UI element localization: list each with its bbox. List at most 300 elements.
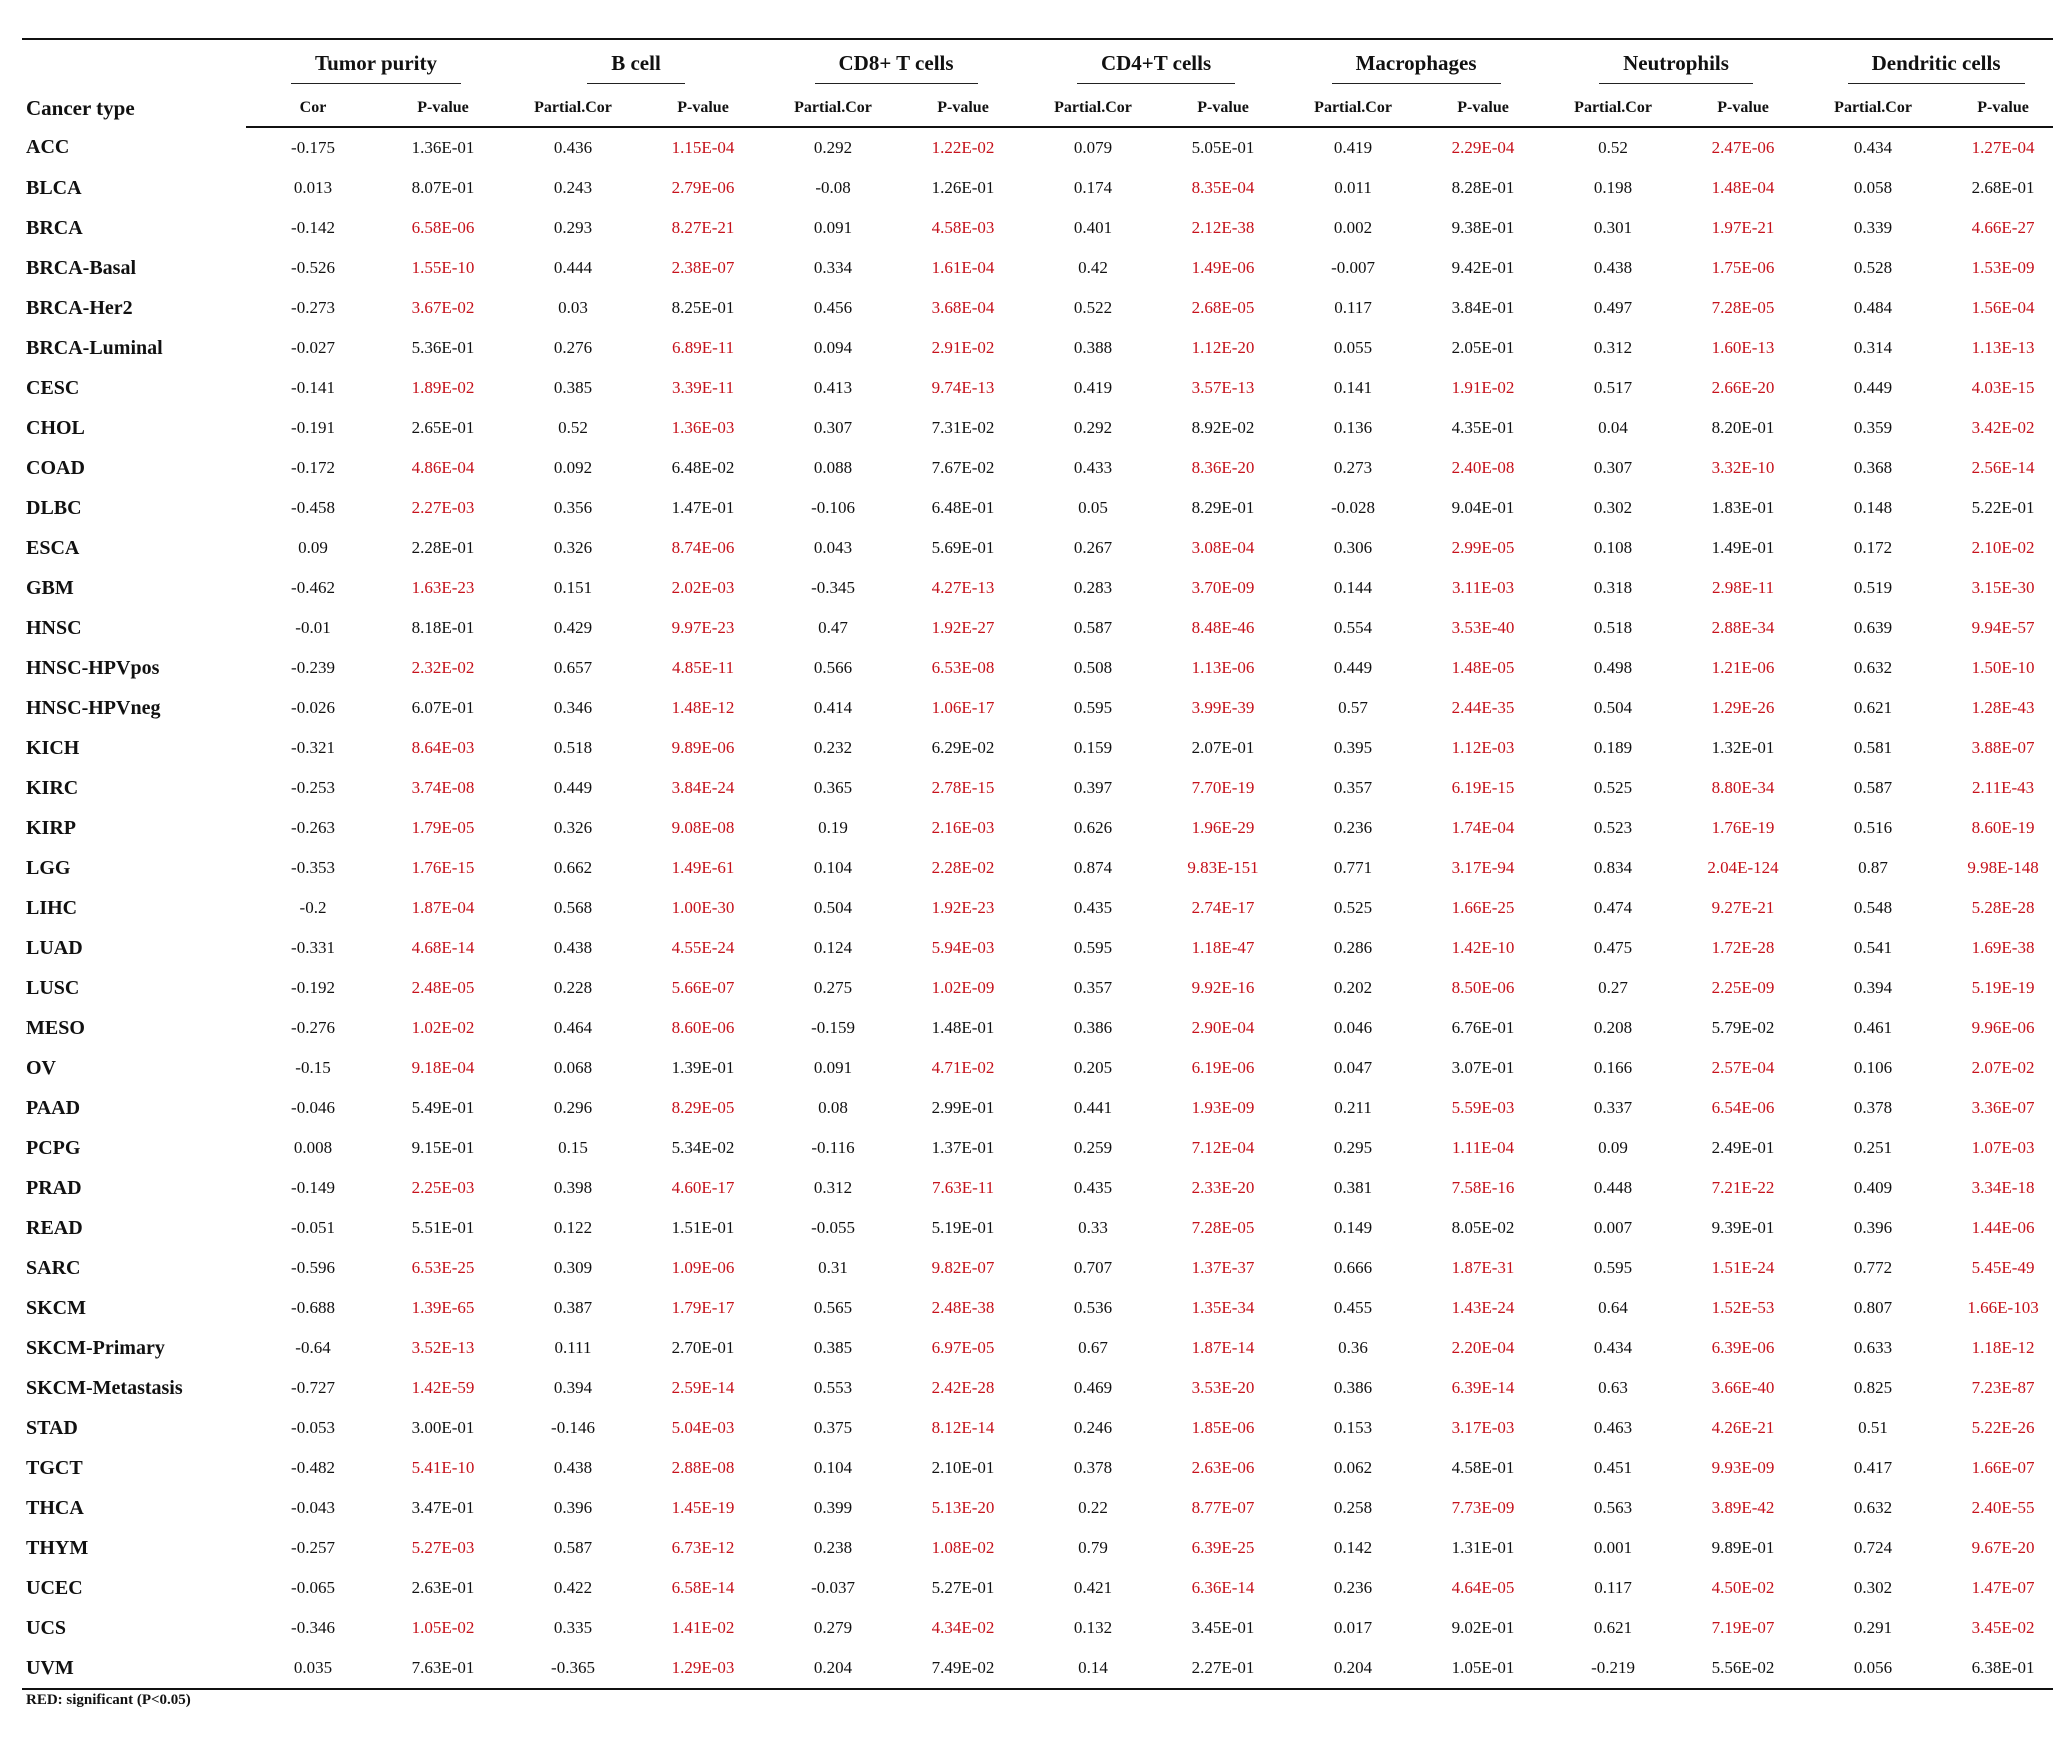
p-value-cell: 1.36E-01 <box>411 138 475 157</box>
correlation-cell: 0.312 <box>1593 338 1633 357</box>
correlation-cell: -0.149 <box>291 1178 335 1197</box>
p-value-cell: 8.18E-01 <box>411 618 475 637</box>
p-value-cell: 1.96E-29 <box>1191 818 1255 837</box>
p-value-cell: 1.47E-01 <box>671 498 735 517</box>
p-value-cell: 1.07E-03 <box>1971 1138 2035 1157</box>
p-value-cell: 2.79E-06 <box>671 178 735 197</box>
cancer-type-cell: LIHC <box>26 896 78 919</box>
p-value-cell: 1.39E-01 <box>671 1058 735 1077</box>
correlation-cell: -0.026 <box>291 698 335 717</box>
correlation-cell: 0.091 <box>813 218 853 237</box>
correlation-cell: 0.292 <box>1073 418 1113 437</box>
correlation-cell: -0.046 <box>291 1098 335 1117</box>
p-value-cell: 4.66E-27 <box>1971 218 2035 237</box>
p-value-cell: 1.48E-12 <box>671 698 735 717</box>
cancer-type-cell: THCA <box>26 1496 84 1519</box>
correlation-cell: 0.357 <box>1073 978 1113 997</box>
p-value-cell: 5.04E-03 <box>671 1418 735 1437</box>
p-value-cell: 1.61E-04 <box>931 258 995 277</box>
correlation-cell: 0.368 <box>1853 458 1893 477</box>
p-value-cell: 7.21E-22 <box>1711 1178 1775 1197</box>
correlation-cell: -0.037 <box>811 1578 855 1597</box>
table-row <box>22 848 2053 888</box>
correlation-cell: 0.385 <box>813 1338 853 1357</box>
p-value-cell: 8.29E-01 <box>1191 498 1255 517</box>
p-value-cell: 1.83E-01 <box>1711 498 1775 517</box>
p-value-cell: 2.28E-02 <box>931 858 995 877</box>
p-value-cell: 9.74E-13 <box>931 378 995 397</box>
correlation-cell: 0.236 <box>1333 818 1373 837</box>
correlation-cell: 0.388 <box>1073 338 1113 357</box>
table-row <box>22 1008 2053 1048</box>
table-row <box>22 768 2053 808</box>
p-value-cell: 2.47E-06 <box>1711 138 1775 157</box>
correlation-cell: 0.553 <box>813 1378 853 1397</box>
p-value-cell: 3.15E-30 <box>1971 578 2035 597</box>
correlation-cell: 0.64 <box>1598 1298 1628 1317</box>
p-value-cell: 2.90E-04 <box>1191 1018 1255 1037</box>
correlation-cell: 0.202 <box>1333 978 1373 997</box>
correlation-cell: 0.771 <box>1333 858 1373 877</box>
p-value-cell: 4.35E-01 <box>1451 418 1515 437</box>
correlation-cell: 0.035 <box>246 1648 380 1689</box>
correlation-cell: 0.419 <box>1333 138 1373 157</box>
p-value-cell: 3.42E-02 <box>1971 418 2035 437</box>
p-value-cell: 2.28E-01 <box>411 538 475 557</box>
correlation-cell: 0.79 <box>1078 1538 1108 1557</box>
correlation-cell: 0.434 <box>1593 1338 1633 1357</box>
cancer-type-cell: KIRC <box>26 776 79 799</box>
correlation-cell: 0.236 <box>1333 1578 1373 1597</box>
correlation-cell: -0.219 <box>1546 1648 1680 1689</box>
p-value-cell: 9.98E-148 <box>1967 858 2039 877</box>
correlation-cell: 0.724 <box>1853 1538 1893 1557</box>
correlation-cell: 0.275 <box>813 978 853 997</box>
correlation-cell: 0.007 <box>1593 1218 1633 1237</box>
cancer-type-cell: SKCM-Metastasis <box>26 1376 183 1399</box>
p-value-cell: 5.94E-03 <box>931 938 995 957</box>
sub-header: P-value <box>640 90 766 127</box>
correlation-cell: 0.595 <box>1593 1258 1633 1277</box>
p-value-cell: 8.29E-05 <box>671 1098 735 1117</box>
correlation-cell: 0.449 <box>1333 658 1373 677</box>
sub-header: P-value <box>900 90 1026 127</box>
correlation-cell: 0.386 <box>1073 1018 1113 1037</box>
p-value-cell: 3.53E-20 <box>1191 1378 1255 1397</box>
table-row <box>22 1608 2053 1648</box>
table-row <box>22 608 2053 648</box>
p-value-cell: 2.20E-04 <box>1451 1338 1515 1357</box>
p-value-cell: 3.52E-13 <box>411 1338 475 1357</box>
correlation-cell: 0.498 <box>1593 658 1633 677</box>
table-body <box>22 127 2053 1689</box>
p-value-cell: 1.02E-09 <box>931 978 995 997</box>
correlation-cell: 0.312 <box>813 1178 853 1197</box>
correlation-cell: 0.267 <box>1073 538 1113 557</box>
correlation-cell: 0.587 <box>553 1538 593 1557</box>
group-header <box>1546 39 1806 90</box>
correlation-cell: 0.438 <box>553 938 593 957</box>
cancer-type-cell: OV <box>26 1056 56 1079</box>
table-row <box>22 208 2053 248</box>
correlation-cell: 0.09 <box>298 538 328 557</box>
correlation-cell: 0.566 <box>813 658 853 677</box>
correlation-cell: 0.122 <box>553 1218 593 1237</box>
correlation-cell: 0.448 <box>1593 1178 1633 1197</box>
p-value-cell: 4.64E-05 <box>1451 1578 1515 1597</box>
correlation-cell: 0.666 <box>1333 1258 1373 1277</box>
correlation-cell: 0.141 <box>1333 378 1373 397</box>
p-value-cell: 2.27E-03 <box>411 498 475 517</box>
correlation-cell: 0.825 <box>1853 1378 1893 1397</box>
p-value-cell: 1.27E-04 <box>1971 138 2035 157</box>
cancer-type-cell: PAAD <box>26 1096 81 1119</box>
table-row <box>22 488 2053 528</box>
table-row <box>22 1128 2053 1168</box>
p-value-cell: 9.67E-20 <box>1971 1538 2035 1557</box>
table-row <box>22 328 2053 368</box>
p-value-cell: 1.37E-01 <box>931 1138 995 1157</box>
correlation-cell: 0.385 <box>553 378 593 397</box>
correlation-cell: 0.05 <box>1078 498 1108 517</box>
correlation-cell: 0.334 <box>813 258 853 277</box>
p-value-cell: 4.86E-04 <box>411 458 475 477</box>
correlation-cell: 0.587 <box>1853 778 1893 797</box>
p-value-cell: 7.31E-02 <box>931 418 995 437</box>
table-row <box>22 448 2053 488</box>
p-value-cell: 6.53E-25 <box>411 1258 475 1277</box>
table-row <box>22 368 2053 408</box>
p-value-cell: 9.02E-01 <box>1451 1618 1515 1637</box>
correlation-cell: 0.401 <box>1073 218 1113 237</box>
correlation-cell: 0.414 <box>813 698 853 717</box>
correlation-cell: 0.017 <box>1333 1618 1373 1637</box>
correlation-cell: 0.132 <box>1073 1618 1113 1637</box>
p-value-cell: 1.37E-37 <box>1191 1258 1255 1277</box>
correlation-cell: 0.413 <box>813 378 853 397</box>
correlation-cell: 0.251 <box>1853 1138 1893 1157</box>
cancer-type-cell: UCS <box>26 1616 67 1639</box>
p-value-cell: 8.35E-04 <box>1191 178 1255 197</box>
table-row <box>22 1048 2053 1088</box>
p-value-cell: 7.28E-05 <box>1711 298 1775 317</box>
p-value-cell: 7.67E-02 <box>931 458 995 477</box>
p-value-cell: 5.79E-02 <box>1711 1018 1775 1037</box>
correlation-cell: -0.2 <box>299 898 327 917</box>
table-row <box>22 528 2053 568</box>
sub-header: Partial.Cor <box>1286 90 1420 127</box>
cancer-type-cell: HNSC-HPVpos <box>26 656 160 679</box>
p-value-cell: 1.13E-13 <box>1971 338 2035 357</box>
table-row <box>22 1288 2053 1328</box>
correlation-cell: 0.449 <box>553 778 593 797</box>
correlation-cell: 0.27 <box>1598 978 1628 997</box>
correlation-cell: 0.208 <box>1593 1018 1633 1037</box>
p-value-cell: 1.92E-23 <box>931 898 995 917</box>
correlation-cell: 0.117 <box>1594 1578 1632 1597</box>
cancer-type-cell: TGCT <box>26 1456 83 1479</box>
p-value-cell: 2.40E-55 <box>1971 1498 2035 1517</box>
group-header <box>246 39 506 90</box>
p-value-cell: 9.94E-57 <box>1971 618 2035 637</box>
p-value-cell: 2.99E-05 <box>1451 538 1515 557</box>
table-row <box>22 1488 2053 1528</box>
p-value-cell: 1.47E-07 <box>1971 1578 2035 1597</box>
p-value-cell: 2.65E-01 <box>411 418 475 437</box>
p-value-cell: 5.13E-20 <box>931 1498 995 1517</box>
correlation-cell: -0.141 <box>291 378 335 397</box>
cancer-type-cell: KIRP <box>26 816 76 839</box>
correlation-cell: 0.394 <box>553 1378 593 1397</box>
p-value-cell: 3.67E-02 <box>411 298 475 317</box>
group-header-label: Dendritic cells <box>1848 51 2025 84</box>
p-value-cell: 9.39E-01 <box>1711 1218 1775 1237</box>
p-value-cell: 6.39E-14 <box>1451 1378 1515 1397</box>
correlation-cell: 0.04 <box>1598 418 1628 437</box>
p-value-cell: 1.11E-04 <box>1451 1138 1515 1157</box>
correlation-cell: 0.259 <box>1073 1138 1113 1157</box>
cancer-type-cell: THYM <box>26 1536 89 1559</box>
correlation-cell: 0.419 <box>1073 378 1113 397</box>
p-value-cell: 5.27E-03 <box>411 1538 475 1557</box>
correlation-cell: 0.19 <box>818 818 848 837</box>
correlation-cell: 0.172 <box>1853 538 1893 557</box>
correlation-cell: 0.525 <box>1333 898 1373 917</box>
correlation-cell: -0.15 <box>295 1058 331 1077</box>
correlation-cell: 0.22 <box>1078 1498 1108 1517</box>
correlation-cell: 0.357 <box>1333 778 1373 797</box>
p-value-cell: 5.49E-01 <box>411 1098 475 1117</box>
correlation-cell: 0.365 <box>813 778 853 797</box>
immune-correlation-table <box>22 38 2053 1690</box>
p-value-cell: 1.93E-09 <box>1191 1098 1255 1117</box>
group-header-label: Neutrophils <box>1599 51 1753 84</box>
correlation-cell: 0.228 <box>553 978 593 997</box>
correlation-cell: 0.124 <box>813 938 853 957</box>
p-value-cell: 9.04E-01 <box>1451 498 1515 517</box>
p-value-cell: 7.49E-02 <box>900 1648 1026 1689</box>
p-value-cell: 2.02E-03 <box>671 578 735 597</box>
p-value-cell: 9.38E-01 <box>1451 218 1515 237</box>
correlation-cell: -0.028 <box>1331 498 1375 517</box>
correlation-cell: 0.33 <box>1078 1218 1108 1237</box>
correlation-cell: -0.321 <box>291 738 335 757</box>
p-value-cell: 3.39E-11 <box>671 378 735 397</box>
correlation-cell: 0.058 <box>1853 178 1893 197</box>
table-row <box>22 288 2053 328</box>
p-value-cell: 1.06E-17 <box>931 698 995 717</box>
correlation-cell: 0.273 <box>1333 458 1373 477</box>
p-value-cell: 2.25E-03 <box>411 1178 475 1197</box>
correlation-cell: 0.292 <box>813 138 853 157</box>
p-value-cell: 1.18E-12 <box>1971 1338 2035 1357</box>
p-value-cell: 3.84E-24 <box>671 778 735 797</box>
correlation-cell: 0.422 <box>553 1578 593 1597</box>
p-value-cell: 8.60E-06 <box>671 1018 735 1037</box>
correlation-cell: 0.337 <box>1593 1098 1633 1117</box>
p-value-cell: 7.19E-07 <box>1711 1618 1775 1637</box>
p-value-cell: 2.33E-20 <box>1191 1178 1255 1197</box>
p-value-cell: 1.09E-06 <box>671 1258 735 1277</box>
p-value-cell: 6.29E-02 <box>931 738 995 757</box>
p-value-cell: 3.17E-03 <box>1451 1418 1515 1437</box>
p-value-cell: 6.73E-12 <box>671 1538 735 1557</box>
p-value-cell: 2.88E-34 <box>1711 618 1775 637</box>
sub-header: Partial.Cor <box>1026 90 1160 127</box>
correlation-cell: -0.172 <box>291 458 335 477</box>
correlation-cell: 0.396 <box>1853 1218 1893 1237</box>
p-value-cell: 2.99E-01 <box>931 1098 995 1117</box>
p-value-cell: 9.93E-09 <box>1711 1458 1775 1477</box>
correlation-cell: 0.536 <box>1073 1298 1113 1317</box>
correlation-cell: 0.276 <box>553 338 593 357</box>
correlation-cell: 0.451 <box>1593 1458 1633 1477</box>
correlation-cell: 0.525 <box>1593 778 1633 797</box>
p-value-cell: 1.85E-06 <box>1191 1418 1255 1437</box>
table-row <box>22 1328 2053 1368</box>
correlation-cell: 0.52 <box>1598 138 1628 157</box>
p-value-cell: 2.16E-03 <box>931 818 995 837</box>
p-value-cell: 1.50E-10 <box>1971 658 2035 677</box>
p-value-cell: 1.87E-04 <box>411 898 475 917</box>
p-value-cell: 2.78E-15 <box>931 778 995 797</box>
sub-header: Partial.Cor <box>766 90 900 127</box>
p-value-cell: 3.70E-09 <box>1191 578 1255 597</box>
p-value-cell: 1.05E-02 <box>411 1618 475 1637</box>
correlation-cell: 0.295 <box>1333 1138 1373 1157</box>
correlation-cell: 0.528 <box>1853 258 1893 277</box>
table-row <box>22 168 2053 208</box>
p-value-cell: 3.34E-18 <box>1971 1178 2035 1197</box>
p-value-cell: 2.40E-08 <box>1451 458 1515 477</box>
p-value-cell: 4.68E-14 <box>411 938 475 957</box>
p-value-cell: 9.96E-06 <box>1971 1018 2035 1037</box>
correlation-cell: 0.469 <box>1073 1378 1113 1397</box>
correlation-cell: -0.053 <box>291 1418 335 1437</box>
p-value-cell: 5.28E-28 <box>1971 898 2035 917</box>
table-row <box>22 1208 2053 1248</box>
correlation-cell: 0.772 <box>1853 1258 1893 1277</box>
table-row <box>22 968 2053 1008</box>
p-value-cell: 1.13E-06 <box>1191 658 1255 677</box>
correlation-cell: 0.409 <box>1853 1178 1893 1197</box>
p-value-cell: 8.60E-19 <box>1971 818 2035 837</box>
p-value-cell: 2.38E-07 <box>671 258 735 277</box>
correlation-cell: 0.518 <box>1593 618 1633 637</box>
p-value-cell: 3.57E-13 <box>1191 378 1255 397</box>
correlation-cell: -0.345 <box>811 578 855 597</box>
p-value-cell: 6.07E-01 <box>411 698 475 717</box>
correlation-cell: -0.051 <box>291 1218 335 1237</box>
p-value-cell: 3.17E-94 <box>1451 858 1515 877</box>
correlation-cell: 0.504 <box>813 898 853 917</box>
correlation-cell: 0.013 <box>293 178 333 197</box>
correlation-cell: -0.106 <box>811 498 855 517</box>
p-value-cell: 7.73E-09 <box>1451 1498 1515 1517</box>
p-value-cell: 1.51E-24 <box>1711 1258 1775 1277</box>
cancer-type-cell: UVM <box>22 1648 246 1689</box>
p-value-cell: 2.56E-14 <box>1971 458 2035 477</box>
correlation-cell: -0.273 <box>291 298 335 317</box>
p-value-cell: 8.64E-03 <box>411 738 475 757</box>
p-value-cell: 1.97E-21 <box>1711 218 1775 237</box>
p-value-cell: 1.05E-01 <box>1420 1648 1546 1689</box>
correlation-cell: 0.438 <box>553 1458 593 1477</box>
p-value-cell: 6.48E-02 <box>671 458 735 477</box>
p-value-cell: 2.48E-38 <box>931 1298 995 1317</box>
p-value-cell: 5.66E-07 <box>671 978 735 997</box>
sub-header: Partial.Cor <box>1806 90 1940 127</box>
correlation-cell: 0.387 <box>553 1298 593 1317</box>
p-value-cell: 1.21E-06 <box>1711 658 1775 677</box>
correlation-cell: 0.043 <box>813 538 853 557</box>
p-value-cell: 1.66E-25 <box>1451 898 1515 917</box>
correlation-cell: 0.441 <box>1073 1098 1113 1117</box>
correlation-cell: 0.302 <box>1853 1578 1893 1597</box>
p-value-cell: 1.66E-07 <box>1971 1458 2035 1477</box>
p-value-cell: 3.11E-03 <box>1451 578 1515 597</box>
table-row <box>22 568 2053 608</box>
correlation-cell: -0.055 <box>811 1218 855 1237</box>
correlation-cell: 0.504 <box>1593 698 1633 717</box>
p-value-cell: 1.60E-13 <box>1711 338 1775 357</box>
correlation-cell: 0.335 <box>553 1618 593 1637</box>
p-value-cell: 2.44E-35 <box>1451 698 1515 717</box>
p-value-cell: 2.07E-02 <box>1971 1058 2035 1077</box>
p-value-cell: 3.68E-04 <box>931 298 995 317</box>
correlation-cell: 0.307 <box>813 418 853 437</box>
correlation-cell: -0.688 <box>291 1298 335 1317</box>
p-value-cell: 2.63E-06 <box>1191 1458 1255 1477</box>
cancer-type-cell: MESO <box>26 1016 85 1039</box>
correlation-cell: -0.175 <box>291 138 335 157</box>
correlation-cell: -0.065 <box>291 1578 335 1597</box>
p-value-cell: 2.25E-09 <box>1711 978 1775 997</box>
correlation-cell: 0.541 <box>1853 938 1893 957</box>
correlation-cell: 0.359 <box>1853 418 1893 437</box>
correlation-cell: 0.523 <box>1593 818 1633 837</box>
group-header-label: CD4+T cells <box>1077 51 1235 84</box>
p-value-cell: 1.56E-04 <box>1971 298 2035 317</box>
correlation-cell: 0.587 <box>1073 618 1113 637</box>
correlation-cell: 0.464 <box>553 1018 593 1037</box>
p-value-cell: 1.00E-30 <box>671 898 735 917</box>
p-value-cell: 5.22E-26 <box>1971 1418 2035 1437</box>
p-value-cell: 2.49E-01 <box>1711 1138 1775 1157</box>
correlation-cell: 0.286 <box>1333 938 1373 957</box>
correlation-cell: -0.64 <box>295 1338 331 1357</box>
cancer-type-cell: ESCA <box>26 536 80 559</box>
p-value-cell: 1.76E-15 <box>411 858 475 877</box>
correlation-cell: 0.707 <box>1073 1258 1113 1277</box>
correlation-cell: 0.397 <box>1073 778 1113 797</box>
p-value-cell: 1.42E-59 <box>411 1378 475 1397</box>
table-row <box>22 688 2053 728</box>
correlation-cell: -0.458 <box>291 498 335 517</box>
p-value-cell: 1.45E-19 <box>671 1498 735 1517</box>
table-row <box>22 127 2053 168</box>
correlation-cell: 0.279 <box>813 1618 853 1637</box>
table-row <box>22 928 2053 968</box>
group-header-label: Tumor purity <box>291 51 461 84</box>
p-value-cell: 5.19E-01 <box>931 1218 995 1237</box>
correlation-cell: 0.475 <box>1593 938 1633 957</box>
correlation-cell: -0.007 <box>1331 258 1375 277</box>
correlation-cell: 0.309 <box>553 1258 593 1277</box>
p-value-cell: 2.10E-01 <box>931 1458 995 1477</box>
p-value-cell: 6.36E-14 <box>1191 1578 1255 1597</box>
p-value-cell: 2.88E-08 <box>671 1458 735 1477</box>
